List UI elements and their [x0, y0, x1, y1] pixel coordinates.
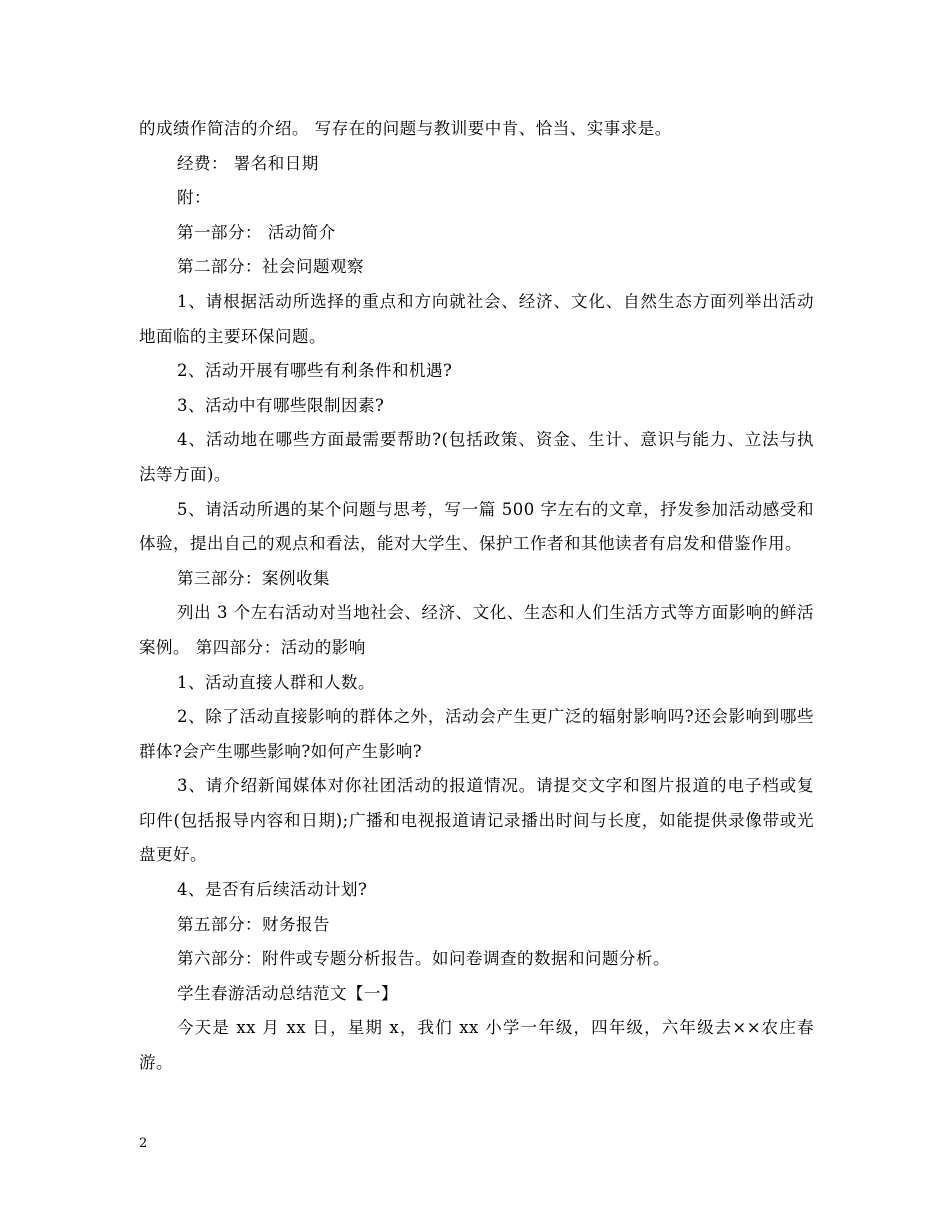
document-body: [139, 112, 814, 1081]
section-heading: 第三部分：案例收集: [177, 568, 330, 588]
paragraph: 今天是 xx 月 xx 日，星期 x，我们 xx 小学一年级，四年级，六年级去××农庄春游。: [139, 1018, 814, 1073]
list-item: 2、活动开展有哪些有利条件和机遇?: [177, 361, 453, 381]
paragraph: 的成绩作简洁的介绍。 写存在的问题与教训要中肯、恰当、实事求是。: [139, 119, 672, 138]
section-heading: 第六部分：附件或专题分析报告。如问卷调查的数据和问题分析。: [177, 949, 670, 969]
section-heading: 第五部分：财务报告: [177, 914, 330, 934]
list-item: 4、活动地在哪些方面最需要帮助?(包括政策、资金、生计、意识与能力、立法与执法等方面)。: [139, 430, 814, 484]
list-item: 1、请根据活动所选择的重点和方向就社会、经济、文化、自然生态方面列举出活动地面临的主要环保问题。: [139, 291, 814, 346]
list-item: 3、活动中有哪些限制因素?: [177, 395, 385, 415]
list-item: 5、请活动所遇的某个问题与思考，写一篇 500 字左右的文章，抒发参加活动感受和体验，提出自己的观点和看法，能对大学生、保护工作者和其他读者有启发和借鉴作用。: [139, 499, 814, 554]
list-item: 1、活动直接人群和人数。: [177, 672, 375, 692]
article-title: 学生春游活动总结范文【一】: [177, 983, 398, 1003]
list-item: 3、请介绍新闻媒体对你社团活动的报道情况。请提交文字和图片报道的电子档或复印件(包括报导内容和日期);广播和电视报道请记录播出时间与长度，如能提供录像带或光盘更好。: [139, 776, 814, 865]
list-item: 2、除了活动直接影响的群体之外，活动会产生更广泛的辐射影响吗?还会影响到哪些群体?会产生哪些影响?如何产生影响?: [139, 707, 814, 761]
paragraph: 列出 3 个左右活动对当地社会、经济、文化、生态和人们生活方式等方面影响的鲜活案例。 第四部分：活动的影响: [139, 603, 814, 657]
section-heading: 第二部分：社会问题观察: [177, 257, 364, 277]
page-number: 2: [139, 1136, 148, 1151]
paragraph: 附：: [177, 188, 211, 208]
paragraph: 经费： 署名和日期: [177, 153, 319, 173]
section-heading: 第一部分： 活动简介: [177, 222, 336, 242]
list-item: 4、是否有后续活动计划?: [177, 880, 368, 900]
